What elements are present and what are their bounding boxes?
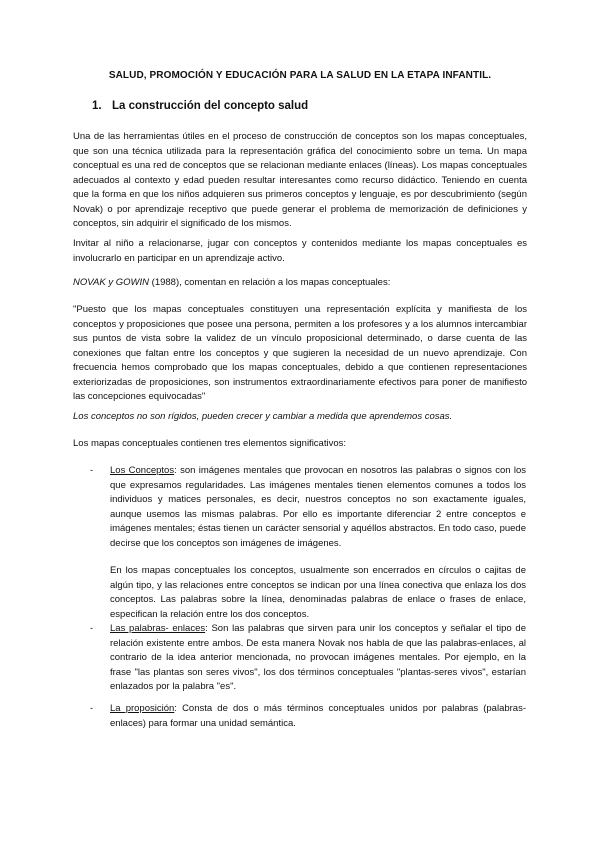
term-definition: : Son las palabras que sirven para unir los conceptos y señalar el tipo de relación existente entre ambos. De esta manera Novak nos habla de que las palabras-enlaces, al contrario de la idea anterior mencionada, no provocan imágenes mentales. Por ejemplo, en la frase "las plantas son seres vivos", los dos términos conceptuales "plantas-seres vivos", estarían enlazados por la palabra "es".: [110, 623, 526, 692]
conceptos-extra-paragraph: En los mapas conceptuales los conceptos, usualmente son encerrados en círculos o cajitas de algún tipo, y las relaciones entre conceptos se indican por una línea conectiva que enlaza los dos conceptos. Las palabras sobre la línea, denominadas palabras de enlace o frases de enlace, especifican la relación entre los dos conceptos.: [110, 565, 526, 620]
list-item-text: [110, 622, 526, 695]
italic-statement: Los conceptos no son rígidos, pueden crecer y cambiar a medida que aprendemos cosas.: [73, 411, 453, 422]
term-palabras-enlaces: Las palabras- enlaces: [110, 623, 206, 634]
section-heading-text: La construcción del concepto salud: [112, 100, 309, 112]
paragraph-intro: Una de las herramientas útiles en el proceso de construcción de conceptos son los mapas conceptuales, que son una técnica utilizada para la representación gráfica del conocimiento sobre un tema. Un mapa conceptual es una red de conceptos que se relacionan mediante enlaces (líneas). Los mapas conceptuales adecuados al contexto y edad pueden resultar interesantes como recurso didáctico. Teniendo en cuenta que la forma en que los niños adquieren sus primeros conceptos y lenguaje, es por descubrimiento (según Novak) o por aprendizaje receptivo que puede generar el problema de memorización de definiciones y conceptos, sin adquirir el significado de los mismos.: [73, 131, 527, 229]
section-number: 1.: [92, 100, 102, 112]
list-dash: -: [90, 703, 94, 714]
section-heading: [92, 100, 308, 112]
term-definition: : Consta de dos o más términos conceptuales unidos por palabras (palabras-enlaces) para formar una unidad semántica.: [110, 703, 527, 729]
quote-block: "Puesto que los mapas conceptuales constituyen una representación explícita y manifiesta de los conceptos y proposiciones que posee una persona, permiten a los profesores y a los alumnos intercambiar sus puntos de vista sobre la validez de un vínculo proposicional determinado, o darse cuenta de las conexiones que faltan entre los conceptos y que sugieren la necesidad de un nuevo aprendizaje. Con frecuencia hemos comprobado que los mapas conceptuales, debido a que contienen representaciones exteriorizadas de proposiciones, son instrumentos extraordinariamente efectivos para poner de manifiesto las concepciones equivocadas": [73, 304, 527, 402]
term-definition: : son imágenes mentales que provocan en nosotros las palabras o signos con los que expresamos regularidades. Las imágenes mentales tienen elementos comunes a todos los individuos y matices personales, es decir, nuestros conceptos no son exactamente iguales, aunque usemos las mismas palabras. Por ello es importante diferenciar 2 entre conceptos e imágenes mentales; éstas tienen un carácter sensorial y aquéllos abstractos. En todo caso, puede decirse que los conceptos son imágenes de imágenes.: [110, 465, 527, 549]
list-item-text: [110, 464, 526, 622]
term-proposicion: La proposición: [110, 703, 175, 714]
list-dash: -: [90, 623, 94, 634]
author-citation: NOVAK y GOWIN: [73, 277, 150, 288]
term-conceptos: Los Conceptos: [110, 465, 175, 476]
list-item-text: [110, 702, 526, 731]
list-dash: -: [90, 465, 94, 476]
paragraph-novak: [73, 276, 527, 291]
citation-rest: (1988), comentan en relación a los mapas conceptuales:: [149, 277, 391, 288]
document-title: SALUD, PROMOCIÓN Y EDUCACIÓN PARA LA SALUD EN LA ETAPA INFANTIL.: [108, 70, 492, 81]
list-intro: Los mapas conceptuales contienen tres elementos significativos:: [73, 438, 347, 449]
paragraph-invitar: Invitar al niño a relacionarse, jugar con conceptos y contenidos mediante los mapas conceptuales es involucrarlo en participar en un aprendizaje activo.: [73, 238, 527, 264]
